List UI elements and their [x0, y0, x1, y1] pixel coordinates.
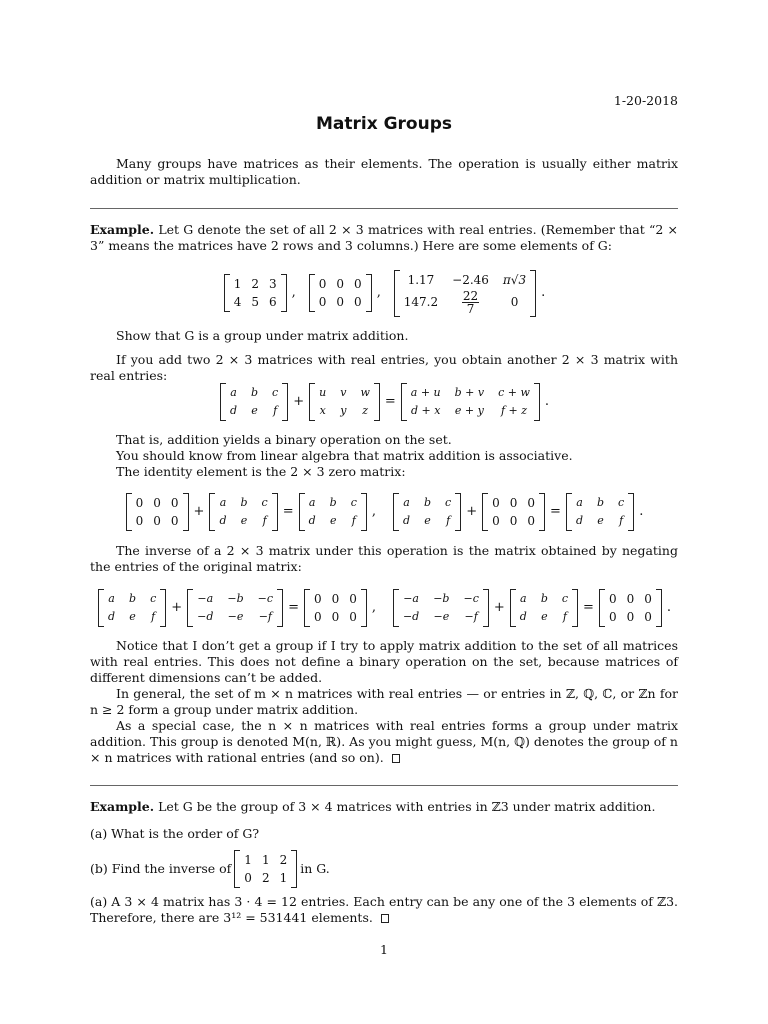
fraction: $\frac{22}{7}$: [462, 288, 479, 316]
page-number: 1: [380, 942, 388, 957]
example1-label: Example.: [90, 222, 155, 237]
addition-equation: a b c d e f + u v w x y z = a + u b + v c + w d + x e + y f + z .: [90, 384, 678, 420]
matrix-m1: 1 2 3 4 5 6: [224, 274, 287, 312]
show-statement: Show that G is a group under matrix addition.: [116, 328, 409, 343]
question-a: (a) What is the order of G?: [90, 826, 260, 841]
notice-paragraph: Notice that I don’t get a group if I try to apply matrix addition to the set of all matrices with real entries. This does not define a binary operation on the set, because matrices of different dimensions can’t be added.: [90, 638, 678, 685]
page-title: Matrix Groups: [315, 114, 453, 134]
binary-op-line: That is, addition yields a binary operation on the set.: [116, 432, 452, 447]
inverse-equations: a b c d e f + −a −b −c −d −e −f = 0 0 0 0 0 0 , −a −b −c −d −e −f + a b c d e f = 0 0 0 0 0 0 .: [90, 590, 678, 626]
question-b: (b) Find the inverse of 1 1 2 0 2 1 in G.: [90, 850, 678, 888]
identity-line: The identity element is the 2 × 3 zero matrix:: [116, 464, 406, 479]
answer-a: (a) A 3 × 4 matrix has 3 · 4 = 12 entries. Each entry can be any one of the 3 elements of ℤ3. Therefore, there are 3¹² = 531441 elements.: [90, 894, 678, 925]
intro-paragraph: Many groups have matrices as their elements. The operation is usually either matrix addition or matrix multiplication.: [90, 156, 678, 187]
inverse-intro: The inverse of a 2 × 3 matrix under this operation is the matrix obtained by negating the entries of the original matrix:: [90, 543, 678, 574]
general-paragraph: In general, the set of m × n matrices with real entries — or entries in ℤ, ℚ, ℂ, or ℤn for n ≥ 2 form a group under matrix addition.: [90, 686, 678, 717]
matrix-zero: 0 0 0 0 0 0: [309, 274, 372, 312]
example2-label: Example.: [90, 799, 155, 814]
addition-intro: If you add two 2 × 3 matrices with real entries, you obtain another 2 × 3 matrix with real entries:: [90, 352, 678, 383]
example-matrices: 1 2 3 4 5 6 , 0 0 0 0 0 0 , 1.17 −2.46 π√3 147.2 $\frac{22}{7}$ 0 .: [90, 270, 678, 316]
qed-icon: [392, 754, 400, 763]
associative-line: You should know from linear algebra that matrix addition is associative.: [116, 448, 573, 463]
matrix-question: 1 1 2 0 2 1: [234, 850, 297, 888]
special-case-paragraph: As a special case, the n × n matrices with real entries forms a group under matrix addition. This group is denoted M(n, ℝ). As you might guess, M(n, ℚ) denotes the group of n × n matrices with rational entries (and so on).: [90, 718, 678, 765]
date: 1-20-2018: [613, 93, 678, 108]
example2-text: Example. Let G be the group of 3 × 4 matrices with entries in ℤ3 under matrix addition.: [90, 799, 656, 814]
identity-equations: 0 0 0 0 0 0 + a b c d e f = a b c d e f , a b c d e f + 0 0 0 0 0 0 = a b c d e f .: [90, 494, 678, 530]
matrix-m3: 1.17 −2.46 π√3 147.2 $\frac{22}{7}$ 0: [394, 270, 536, 317]
qed-icon: [381, 914, 389, 923]
divider: [90, 785, 678, 786]
divider: [90, 208, 678, 209]
example1-text: Example. Let G denote the set of all 2 × 3 matrices with real entries. (Remember that “2 × 3” means the matrices have 2 rows and 3 columns.) Here are some elements of G:: [90, 222, 678, 253]
